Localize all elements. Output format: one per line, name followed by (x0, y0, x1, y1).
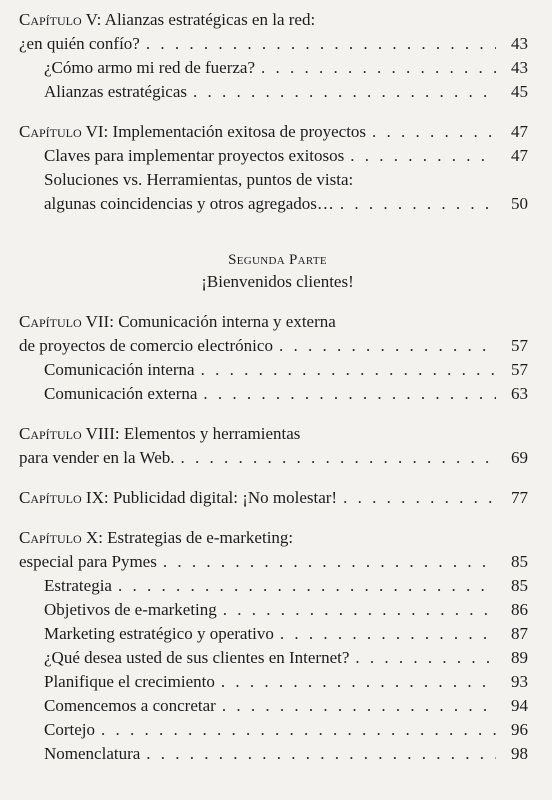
section-title: Comencemos a concretar (44, 696, 216, 715)
toc-entry[interactable] (19, 574, 528, 598)
dot-leader (372, 120, 496, 144)
dot-leader (222, 694, 496, 718)
toc-entry[interactable] (19, 192, 528, 216)
toc-entry[interactable] (19, 486, 528, 510)
section-title-line (19, 168, 528, 192)
page-number: 89 (511, 648, 528, 667)
page-number: 50 (511, 194, 528, 213)
toc-entry[interactable] (19, 32, 528, 56)
section-title: ¿Cómo armo mi red de fuerza? (44, 58, 255, 77)
page-number: 86 (511, 600, 528, 619)
chapter-title: Implementación exitosa de proyectos (112, 122, 367, 141)
page-number: 45 (511, 82, 528, 101)
page-number: 94 (511, 696, 528, 715)
page-number: 57 (511, 360, 528, 379)
spacer (19, 470, 528, 486)
dot-leader (355, 646, 496, 670)
spacer (19, 510, 528, 526)
chapter-label: Capítulo VIII: (19, 424, 120, 443)
chapter-label: Capítulo VII: (19, 312, 114, 331)
chapter-title: Alianzas estratégicas en la red: (104, 10, 316, 29)
toc-entry[interactable] (19, 120, 528, 144)
chapter-title: Comunicación interna y externa (118, 312, 336, 331)
dot-leader (340, 192, 496, 216)
page-number: 85 (511, 552, 528, 571)
chapter-title: Elementos y herramientas (123, 424, 301, 443)
dot-leader (146, 32, 496, 56)
page-number: 77 (511, 488, 528, 507)
section-title: Soluciones vs. Herramientas, puntos de vista: (44, 170, 354, 189)
toc-entry[interactable] (19, 694, 528, 718)
page-number: 93 (511, 672, 528, 691)
toc-entry[interactable] (19, 718, 528, 742)
page-number: 43 (511, 58, 528, 77)
chapter-title-continued: ¿en quién confío? (19, 34, 140, 53)
page-number: 47 (511, 122, 528, 141)
dot-leader (203, 382, 496, 406)
toc-entry[interactable] (19, 742, 528, 766)
toc-entry[interactable] (19, 670, 528, 694)
dot-leader (118, 574, 496, 598)
section-title: Alianzas estratégicas (44, 82, 188, 101)
chapter-label: Capítulo V: (19, 10, 102, 29)
dot-leader (221, 670, 496, 694)
toc-entry[interactable] (19, 334, 528, 358)
part-heading: Segunda Parte (228, 252, 327, 268)
toc-entry[interactable] (19, 646, 528, 670)
chapter-title: Estrategias de e-marketing: (107, 528, 294, 547)
page-number: 57 (511, 336, 528, 355)
dot-leader (279, 334, 496, 358)
page-number: 96 (511, 720, 528, 739)
section-title: Objetivos de e-marketing (44, 600, 217, 619)
chapter-heading (19, 526, 528, 550)
part-subtitle: ¡Bienvenidos clientes! (201, 272, 354, 291)
section-title: ¿Qué desea usted de sus clientes en Internet? (44, 648, 350, 667)
dot-leader (146, 742, 496, 766)
spacer (19, 294, 528, 310)
toc-entry[interactable] (19, 56, 528, 80)
toc-entry[interactable] (19, 358, 528, 382)
spacer (19, 216, 528, 250)
section-title: Estrategia (44, 576, 112, 595)
toc-entry[interactable] (19, 622, 528, 646)
chapter-title: Publicidad digital: ¡No molestar! (112, 488, 338, 507)
toc-entry[interactable] (19, 80, 528, 104)
page-number: 47 (511, 146, 528, 165)
dot-leader (223, 598, 496, 622)
section-title: Planifique el crecimiento (44, 672, 215, 691)
chapter-label: Capítulo IX: (19, 488, 109, 507)
section-title: Claves para implementar proyectos exitosos (44, 146, 345, 165)
chapter-heading (19, 8, 528, 32)
page-number: 63 (511, 384, 528, 403)
spacer (19, 104, 528, 120)
toc-entry[interactable] (19, 598, 528, 622)
dot-leader (201, 358, 496, 382)
toc-entry[interactable] (19, 550, 528, 574)
chapter-label: Capítulo X: (19, 528, 103, 547)
section-title: Marketing estratégico y operativo (44, 624, 274, 643)
toc-entry[interactable] (19, 144, 528, 168)
dot-leader (261, 56, 496, 80)
dot-leader (280, 622, 496, 646)
toc-entry[interactable] (19, 382, 528, 406)
chapter-title-continued: para vender en la Web. (19, 448, 175, 467)
dot-leader (163, 550, 496, 574)
section-title: Comunicación interna (44, 360, 195, 379)
spacer (19, 406, 528, 422)
dot-leader (350, 144, 496, 168)
page-number: 87 (511, 624, 528, 643)
toc-entry[interactable] (19, 446, 528, 470)
page-number: 43 (511, 34, 528, 53)
dot-leader (343, 486, 496, 510)
dot-leader (193, 80, 496, 104)
dot-leader (101, 718, 496, 742)
section-title: Comunicación externa (44, 384, 198, 403)
page-number: 69 (511, 448, 528, 467)
chapter-heading (19, 422, 528, 446)
chapter-title-continued: especial para Pymes (19, 552, 157, 571)
section-title: Nomenclatura (44, 744, 141, 763)
chapter-title-continued: de proyectos de comercio electrónico (19, 336, 273, 355)
section-title: algunas coincidencias y otros agregados… (44, 194, 334, 213)
section-title: Cortejo (44, 720, 95, 739)
dot-leader (181, 446, 497, 470)
page-number: 98 (511, 744, 528, 763)
chapter-heading (19, 310, 528, 334)
chapter-label: Capítulo VI: (19, 122, 109, 141)
page-number: 85 (511, 576, 528, 595)
